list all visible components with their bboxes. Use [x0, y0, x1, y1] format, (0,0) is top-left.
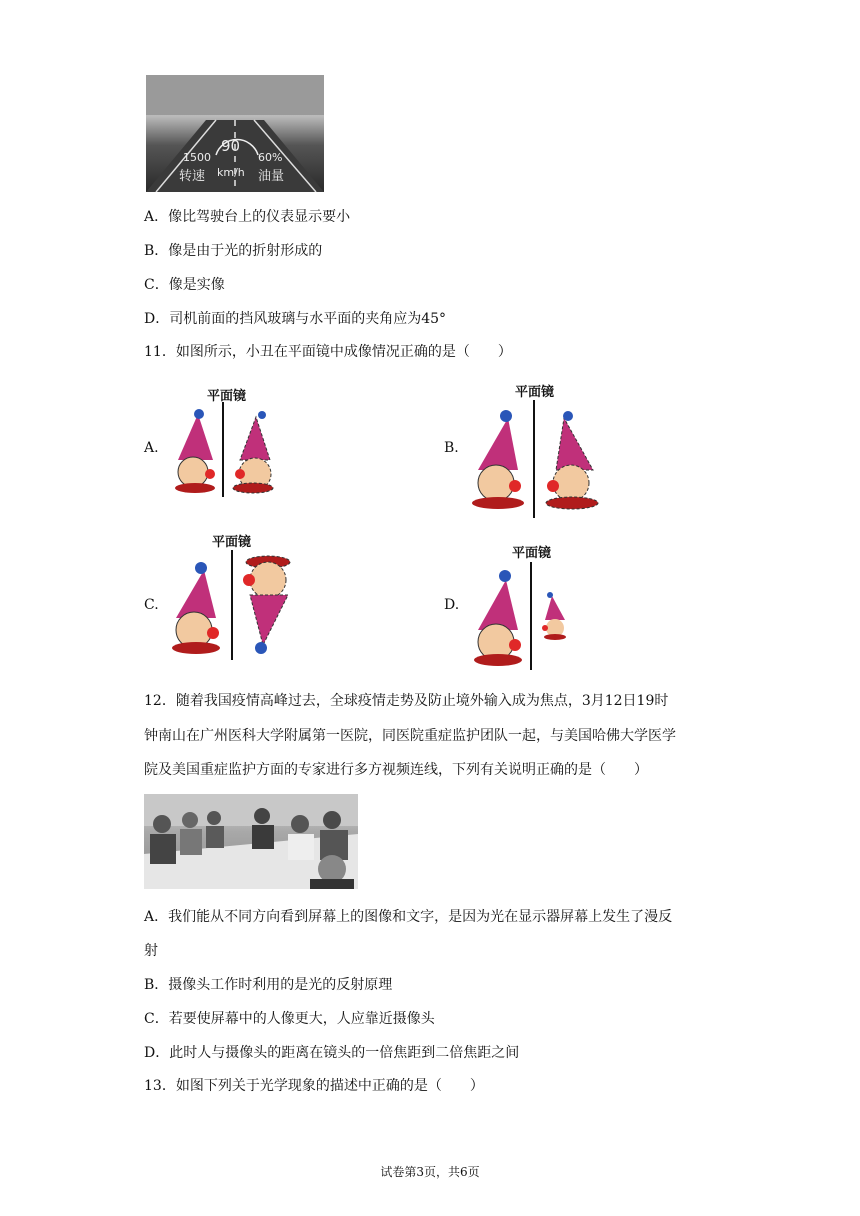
q11-option-c-letter: C.	[144, 597, 159, 613]
hud-fuel-value: 60%	[258, 151, 283, 164]
q13-stem: 13．如图下列关于光学现象的描述中正确的是（ ）	[144, 1078, 484, 1094]
conference-scene	[144, 794, 358, 889]
mirror-label-b: 平面镜	[515, 385, 555, 400]
q12-option-b: B．摄像头工作时利用的是光的反射原理	[144, 977, 393, 993]
q12-option-a-line-1: A．我们能从不同方向看到屏幕上的图像和文字，是因为光在显示器屏幕上发生了漫反	[144, 909, 673, 925]
q12-option-c: C．若要使屏幕中的人像更大，人应靠近摄像头	[144, 1011, 435, 1027]
q12-option-a-line-2: 射	[144, 943, 158, 959]
q11-option-d-letter: D.	[444, 597, 460, 613]
q12-stem-line-1: 12．随着我国疫情高峰过去，全球疫情走势及防止境外输入成为焦点，3月12日19时	[144, 693, 669, 709]
q12-option-d: D．此时人与摄像头的距离在镜头的一倍焦距到二倍焦距之间	[144, 1045, 520, 1061]
q12-stem-line-3: 院及美国重症监护方面的专家进行多方视频连线，下列有关说明正确的是（ ）	[144, 762, 648, 778]
hud-speed-unit: km/h	[217, 166, 245, 179]
clown-figure-b	[468, 400, 603, 520]
q11-stem: 11．如图所示，小丑在平面镜中成像情况正确的是（ ）	[144, 344, 512, 360]
hud-speed-value: 90	[221, 137, 241, 155]
q12-stem-line-2: 钟南山在广州医科大学附属第一医院，同医院重症监护团队一起，与美国哈佛大学医学	[144, 728, 676, 744]
q11-option-b-letter: B.	[444, 440, 459, 456]
video-conference-photo	[144, 794, 358, 889]
mirror-label-c: 平面镜	[212, 535, 252, 550]
hud-photo	[146, 75, 324, 192]
q10-option-b: B．像是由于光的折射形成的	[144, 243, 323, 259]
mirror-label-a: 平面镜	[207, 389, 247, 404]
q11-option-a-letter: A.	[144, 440, 159, 456]
q10-option-d: D．司机前面的挡风玻璃与水平面的夹角应为45°	[144, 311, 447, 327]
mirror-label-d: 平面镜	[512, 546, 552, 561]
q10-option-a: A．像比驾驶台上的仪表显示要小	[144, 209, 351, 225]
q10-option-c: C．像是实像	[144, 277, 225, 293]
page-footer: 试卷第3页，共6页	[380, 1165, 480, 1179]
hud-rpm-value: 1500	[183, 151, 211, 164]
hud-rpm-label: 转速	[179, 169, 206, 184]
clown-figure-d	[470, 562, 580, 672]
clown-figure-c	[168, 550, 298, 662]
clown-figure-a	[168, 402, 283, 497]
hud-fuel-label: 油量	[258, 169, 285, 184]
